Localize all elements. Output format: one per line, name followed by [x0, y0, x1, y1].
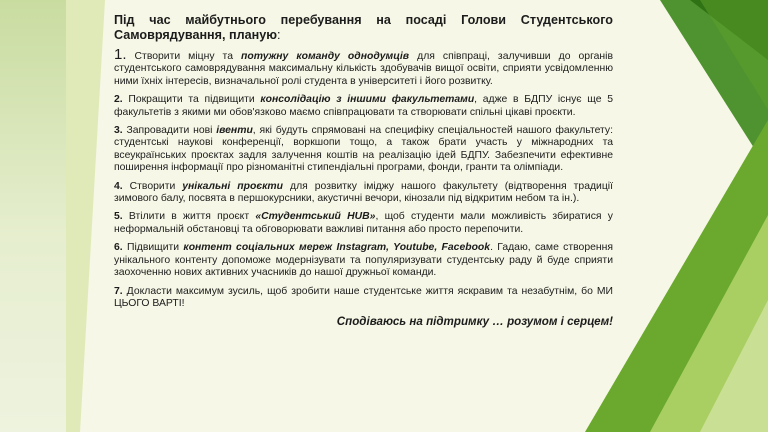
plan-item-4 [114, 181, 613, 206]
item-text: для розвитку іміджу нашого факультету (відтворення традиції зимового балу, посвята в першокурсники, акустичні вечори, кінозали під відкритим небом та ін.). [114, 180, 613, 205]
item-text: , адже в БДПУ існує ще 5 факультетів з якими ми обов'язково маємо співпрацювати та створювати спільні цікаві проєкти. [114, 94, 613, 118]
item-emphasis: «Студентський HUB» [255, 211, 376, 223]
item-text: Втілити в життя проєкт [122, 211, 256, 223]
item-emphasis: консолідацію з іншими факультетами [260, 94, 475, 106]
item-number: 4. [114, 180, 123, 192]
slide-content [114, 13, 613, 340]
item-emphasis: унікальні проєкти [182, 180, 284, 192]
closing-line: Сподіваюсь на підтримку … розумом і серцем! [336, 315, 613, 329]
plan-item-3 [114, 125, 613, 175]
plan-item-5 [114, 211, 613, 236]
item-text: для співпраці, залучивши до органів студентського самоврядування максимальну кількість здобувачів вищої освіти, сприяти усвідомленню ними їхніх інтересів, визначальної ролі студента в університеті і його розвитку. [114, 51, 613, 87]
plan-item-7 [114, 286, 613, 311]
slide-title [114, 13, 613, 43]
plan-item-2 [114, 94, 613, 119]
item-text: Запровадити нові [122, 125, 217, 137]
item-text: , щоб студенти мали можливість збиратися у неформальній обстановці та обговорювати важливі питання або просто перепочити. [114, 211, 613, 235]
item-number: 1. [114, 46, 127, 63]
item-text: Покращити та підвищити [122, 94, 261, 106]
item-number: 2. [114, 94, 123, 106]
item-text: Докласти максимум зусиль, щоб зробити наше студентське життя яскравим та незабутнім, бо МИ ЦЬОГО ВАРТІ! [114, 285, 613, 309]
item-emphasis: контент соціальних мереж Instagram, Youtube, Facebook [183, 242, 491, 254]
item-text: . Гадаю, саме створення унікального контенту допоможе модернізувати та популяризувати студентську раду й буде сприяти заохоченню нових активних учасників до нашої дружньої команди. [114, 242, 613, 279]
item-emphasis: потужну команду однодумців [241, 51, 410, 62]
item-text: Створити міцну та [126, 51, 242, 62]
plan-item-6 [114, 242, 613, 279]
item-emphasis: івенти [216, 125, 253, 137]
plan-item-1 [114, 46, 613, 88]
item-number: 6. [114, 242, 123, 254]
item-text: Створити [122, 180, 183, 192]
item-number: 3. [114, 125, 123, 137]
item-text: Підвищити [122, 242, 184, 254]
item-number: 5. [114, 211, 123, 223]
item-text: , які будуть спрямовані на специфіку спеціальностей нашого факультету: студентські наукові конференції, воркшопи тощо, а також брати участь у міжнародних та всеукраїнських проєктах задля залучення коштів на реалізацію ідей БДПУ. Забезпечити ефективне поширення інформації про різноманітні стипендіальні програми, фонди, гранти та олімпіади. [114, 125, 614, 174]
title-colon: : [276, 28, 281, 42]
item-number: 7. [114, 285, 123, 297]
title-text: Під час майбутнього перебування на посаді Голови Студентського Самоврядування, планую [114, 13, 613, 42]
